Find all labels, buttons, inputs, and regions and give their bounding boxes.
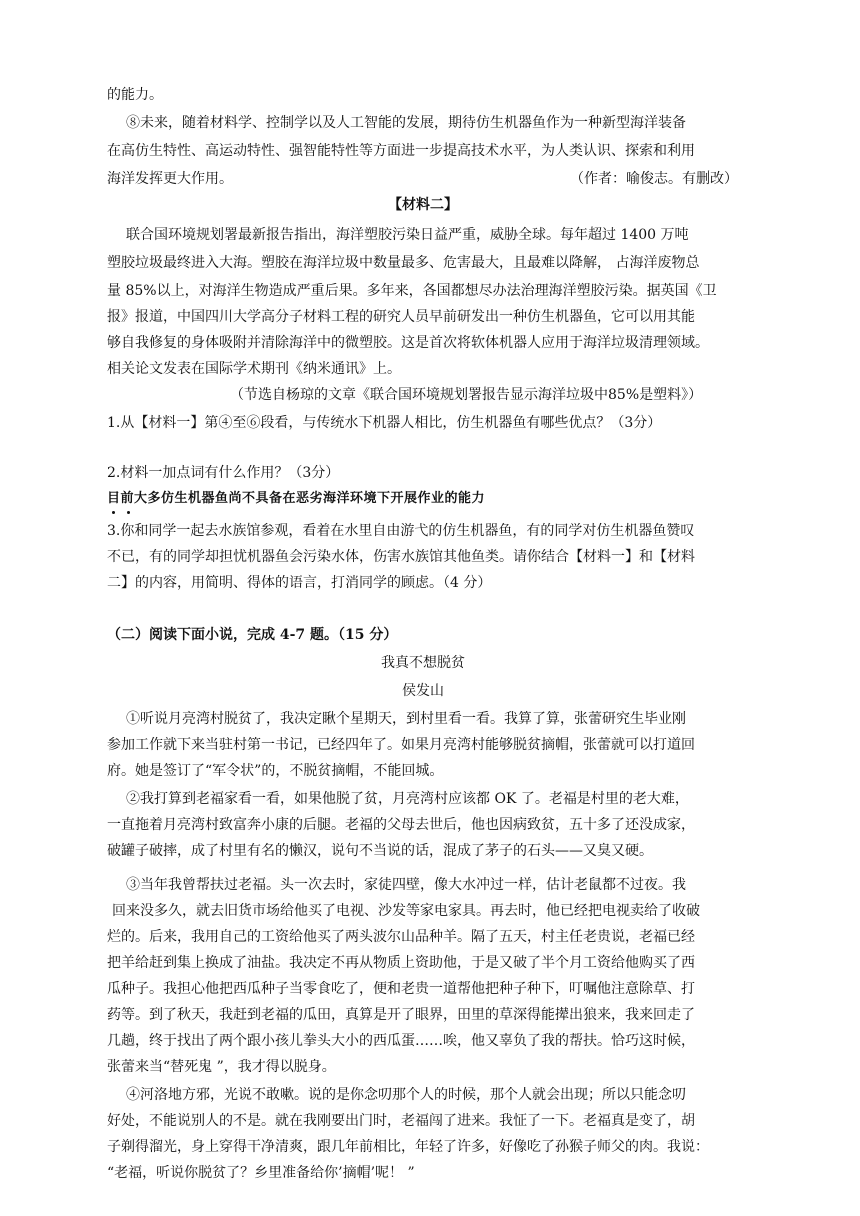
question-3-line-2: 不已，有的同学却担忧机器鱼会污染水体，伤害水族馆其他鱼类。请你结合【材料一】和【材料 <box>107 549 695 565</box>
material-2-line-6: 相关论文发表在国际学术期刊《纳米通讯》上。 <box>107 361 401 377</box>
story-p4-line-2: 好处，不能说别人的不是。就在我刚要出门时，老福闯了进来。我怔了一下。老福真是变了，胡 <box>107 1113 695 1129</box>
material-2-heading: 【材料二】 <box>388 197 458 213</box>
story-p3-line-5: 瓜种子。我担心他把西瓜种子当零食吃了，便和老贵一道帮他把种子种下，叮嘱他注意除草、打 <box>107 981 695 997</box>
story-p3-line-3: 烂的。后来，我用自己的工资给他买了两头波尔山品种羊。隔了五天，村主任老贵说，老福已经 <box>107 929 695 945</box>
section-2-heading: （二）阅读下面小说，完成 4-7 题。（15 分） <box>107 627 398 643</box>
story-p3-line-2: 回来没多久，就去旧货市场给他买了电视、沙发等家电家具。再去时，他已经把电视卖给了收破 <box>112 903 700 919</box>
emphasis-dot <box>112 511 115 514</box>
question-1: 1.从【材料一】第④至⑥段看，与传统水下机器人相比，仿生机器鱼有哪些优点？（3分） <box>107 415 662 431</box>
paragraph-8-line-1: ⑧未来，随着材料学、控制学以及人工智能的发展，期待仿生机器鱼作为一种新型海洋装备 <box>126 115 686 131</box>
story-p4-line-3: 子剃得溜光，身上穿得干净清爽，跟几年前相比，年轻了许多，好像吃了孙猴子师父的肉。我说： <box>107 1139 709 1155</box>
story-p4-line-1: ④河洛地方邪，光说不敢嗽。说的是你念叨那个人的时候，那个人就会出现；所以只能念叨 <box>126 1087 686 1103</box>
story-p3-line-8: 张蕾来当“替死鬼 ”，我才得以脱身。 <box>107 1059 336 1075</box>
story-p1-line-3: 府。她是签订了“军令状”的，不脱贫摘帽，不能回城。 <box>107 763 444 779</box>
story-p3-line-7: 几趟，终于找出了两个跟小孩儿拳头大小的西瓜蛋……唉，他又辜负了我的帮扶。恰巧这时候， <box>107 1033 695 1049</box>
story-p2-line-2: 一直拖着月亮湾村致富奔小康的后腿。老福的父母去世后，他也因病致贫，五十多了还没成家， <box>107 817 695 833</box>
story-p1-line-2: 参加工作就下来当驻村第一书记，已经四年了。如果月亮湾村能够脱贫摘帽，张蕾就可以打道回 <box>107 737 695 753</box>
story-p3-line-6: 药等。到了秋天，我赶到老福的瓜田，真算是开了眼界，田里的草深得能撵出狼来，我来回走了 <box>107 1007 695 1023</box>
story-p4-line-4: “老福，听说你脱贫了？乡里准备给你’摘帽’呢！ ” <box>107 1165 415 1181</box>
author-attribution: （作者：喻俊志。有删改） <box>570 171 738 187</box>
story-author: 侯发山 <box>402 683 444 699</box>
paragraph-8-line-2: 在高仿生特性、高运动特性、强智能特性等方面进一步提高技术水平，为人类认识、探索和利用 <box>107 143 695 159</box>
story-p3-line-1: ③当年我曾帮扶过老福。头一次去时，家徒四壁，像大水冲过一样，估计老鼠都不过夜。我 <box>126 877 686 893</box>
material-2-line-3: 量 85%以上，对海洋生物造成严重后果。多年来，各国都想尽办法治理海洋塑胶污染。据英国《卫 <box>107 283 717 299</box>
question-2-quote: 目前大多仿生机器鱼尚不具备在恶劣海洋环境下开展作业的能力 <box>107 491 486 506</box>
question-2: 2.材料一加点词有什么作用？（3分） <box>107 465 340 481</box>
material-2-line-5: 够自我修复的身体吸附并清除海洋中的微塑胶。这是首次将软体机器人应用于海洋垃圾清理领域。 <box>107 335 709 351</box>
story-p1-line-1: ①听说月亮湾村脱贫了，我决定瞅个星期天，到村里看一看。我算了算，张蕾研究生毕业刚 <box>126 711 686 727</box>
emphasis-dot <box>127 511 130 514</box>
story-title: 我真不想脱贫 <box>381 655 465 671</box>
story-p2-line-3: 破罐子破摔，成了村里有名的懒汉，说句不当说的话，混成了茅子的石头——又臭又硬。 <box>107 843 653 859</box>
material-2-line-4: 报》报道，中国四川大学高分子材料工程的研究人员早前研发出一种仿生机器鱼，它可以用其能 <box>107 309 695 325</box>
paragraph-8-line-3: 海洋发挥更大作用。 <box>107 171 233 187</box>
story-p3-line-4: 把羊给赶到集上换成了油盐。我决定不再从物质上资助他，于是又破了半个月工资给他购买了西 <box>107 955 695 971</box>
question-3-line-1: 3.你和同学一起去水族馆参观，看着在水里自由游弋的仿生机器鱼，有的同学对仿生机器鱼赞叹 <box>107 523 695 539</box>
material-2-source: （节选自杨琼的文章《联合国环境规划署报告显示海洋垃圾中85%是塑料》） <box>230 387 703 403</box>
material-2-line-2: 塑胶垃圾最终进入大海。塑胶在海洋垃圾中数量最多、危害最大，且最难以降解， 占海洋废物总 <box>107 255 700 271</box>
paragraph-line: 的能力。 <box>107 87 163 103</box>
material-2-line-1: 联合国环境规划署最新报告指出，海洋塑胶污染日益严重，威胁全球。每年超过 1400 万吨 <box>126 227 689 243</box>
story-p2-line-1: ②我打算到老福家看一看，如果他脱了贫，月亮湾村应该都 OK 了。老福是村里的老大难， <box>126 791 689 807</box>
question-3-line-3: 二】的内容，用简明、得体的语言，打消同学的顾虑。（4 分） <box>107 575 492 591</box>
